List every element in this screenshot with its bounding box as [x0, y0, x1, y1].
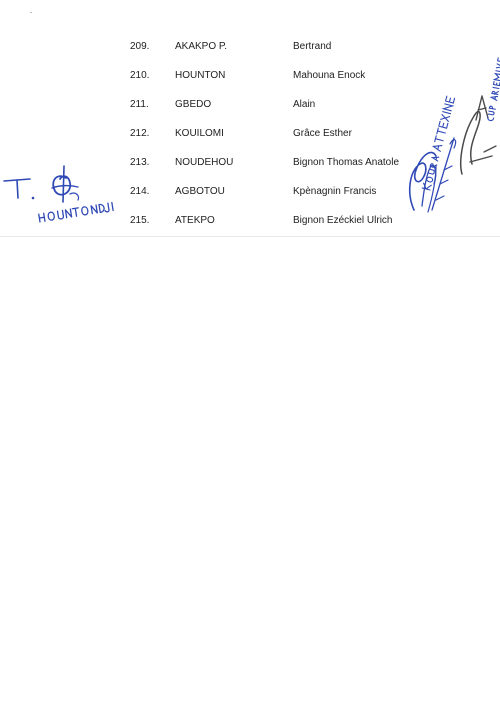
entry-last-name: NOUDEHOU	[175, 157, 234, 168]
entry-first-names: Bertrand	[293, 41, 332, 52]
entry-last-name: AKAKPO P.	[175, 41, 228, 52]
entry-number: 215.	[130, 215, 150, 226]
right-signature	[392, 60, 500, 228]
entry-first-names: Grâce Esther	[293, 128, 352, 139]
entry-number: 209.	[130, 41, 150, 52]
entry-number: 214.	[130, 186, 150, 197]
left-signature	[0, 158, 128, 230]
entry-last-name: HOUNTON	[175, 70, 226, 81]
entry-first-names: Kpènagnin Francis	[293, 186, 377, 197]
entry-last-name: ATEKPO	[175, 215, 215, 226]
entry-last-name: AGBOTOU	[175, 186, 225, 197]
entry-number: 212.	[130, 128, 150, 139]
entry-first-names: Bignon Thomas Anatole	[293, 157, 400, 168]
list-row	[0, 37, 500, 57]
entry-number: 211.	[130, 99, 149, 110]
entry-first-names: Bignon Ezéckiel Ulrich	[293, 215, 393, 226]
entry-last-name: KOUILOMI	[175, 128, 224, 139]
entry-last-name: GBEDO	[175, 99, 212, 110]
entry-first-names: Alain	[293, 99, 316, 110]
scan-edge-line	[0, 236, 500, 237]
entry-number: 210.	[130, 70, 150, 81]
entry-first-names: Mahouna Enock	[293, 70, 366, 81]
scan-speck	[30, 12, 32, 13]
entry-number: 213.	[130, 157, 150, 168]
